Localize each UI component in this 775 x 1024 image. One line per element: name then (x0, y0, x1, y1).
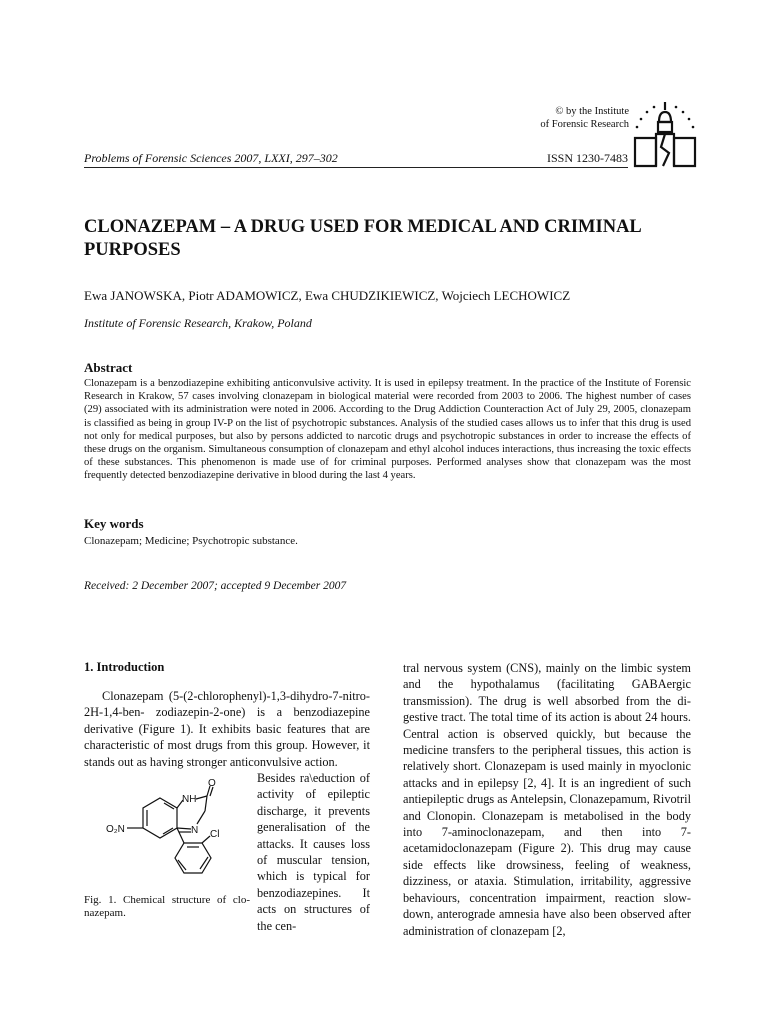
atom-n-label: N (191, 825, 199, 836)
introduction-heading: 1. Introduction (84, 660, 165, 674)
abstract-heading: Abstract (84, 360, 133, 375)
abstract-text: Clonazepam is a benzodiazepine exhibiting anticonvulsive activity. It is used in epilepsy treatment. In the practice of the Institute of Forensic Research in Krakow, 57 cases involving clonazepam in biological material were recorded from 2003 to 2006. The highest number of cases (29) associated with its administration were noted in 2006. According to the Drug Addiction Counteraction Act of July 29, 2005, clonazepam is classified as being in group IV-P on the list of psychotropic substances. Analysis of the studied cases allows us to infer that this drug is used not only for medical purposes, but also by persons addicted to narcotic drugs and psychotropic substances in order to increase the effects of these drugs on the organism. Simultaneous consumption of clonazepam and ethyl alcohol induces interactions, thus increasing the toxic effects of these substances. This phenomenon is made use of for criminal purposes. Performed analyses show that clonazepam was the most frequently detected benzodiazepine derivative in blood during the last 4 years. (84, 378, 691, 482)
atom-cl-label: Cl (210, 829, 220, 840)
atom-o2n-label: O₂N (106, 824, 125, 835)
institute-copyright-note (540, 105, 629, 131)
introduction-left-column: Clonazepam (5-(2-chlorophenyl)-1,3-dihydro-7-nitro-2H-1,4-ben- zodiazepin-2-one) is a benzodiazepine derivative (Figure 1). It exhibits basic features that are characteristic of most drugs from this group. However, it stands out as having stronger anticonvulsive action. (84, 689, 370, 769)
article-authors: Ewa JANOWSKA, Piotr ADAMOWICZ, Ewa CHUDZIKIEWICZ, Wojciech LECHOWICZ (84, 288, 571, 303)
received-dates: Received: 2 December 2007; accepted 9 December 2007 (84, 580, 347, 592)
journal-citation: Problems of Forensic Sciences 2007, LXXI, 297–302 (84, 151, 338, 165)
atom-nh-label: NH (182, 794, 197, 805)
keywords-heading: Key words (84, 516, 144, 531)
introduction-right-column: tral nervous system (CNS), mainly on the limbic system and the hypothalamus (facilitating GABAergic transmission). The drug is well absorbed from the digestive tract. The total time of its action is about 24 hours. Central action is observed quickly, but because the medicine transfers to the peripheral tissues, this action is relatively short. Clonazepam is used mainly in myoclonic attacks and in epilepsy [2, 4]. It is an ingredient of such antiepileptic drugs as Antelepsin, Clonazepamum, Rivotril and Clonopin. Clonazepam is metabolised in the body into 7-aminoclonazepam, and then into 7-acetamidoclonazepam (Figure 2). This drug may cause side effects like drowsiness, feeling of weakness, dizziness, or ataxia. Stimulation, irritability, aggressive behaviours, concentration impairment, reaction slow- down, anterograde amnesia have also been observed after administration of clonazepam [2, (403, 661, 691, 938)
institute-note-line1: © by the Institute (555, 106, 629, 117)
institute-logo-icon (632, 100, 698, 170)
issn: ISSN 1230-7483 (546, 151, 628, 165)
article-title: CLONAZEPAM – A DRUG USED FOR MEDICAL AND CRIMINAL PURPOSES (84, 217, 641, 260)
article-affiliation: Institute of Forensic Research, Krakow, Poland (84, 316, 312, 330)
atom-o-label: O (208, 778, 216, 789)
introduction-wrap-column: Besides ra\eduction of activity of epileptic discharge, it prevents generalisation of the attacks. It causes loss of muscular tension, which is typical for benzodiazepines. It acts on structures of the cen- (257, 771, 370, 933)
institute-note-line2: of Forensic Research (540, 119, 629, 130)
figure1-caption: Fig. 1. Chemical structure of clonazepam. (84, 894, 250, 920)
keywords-text: Clonazepam; Medicine; Psychotropic substance. (84, 535, 298, 547)
header-divider (84, 167, 628, 168)
clonazepam-structure-figure (84, 776, 252, 896)
